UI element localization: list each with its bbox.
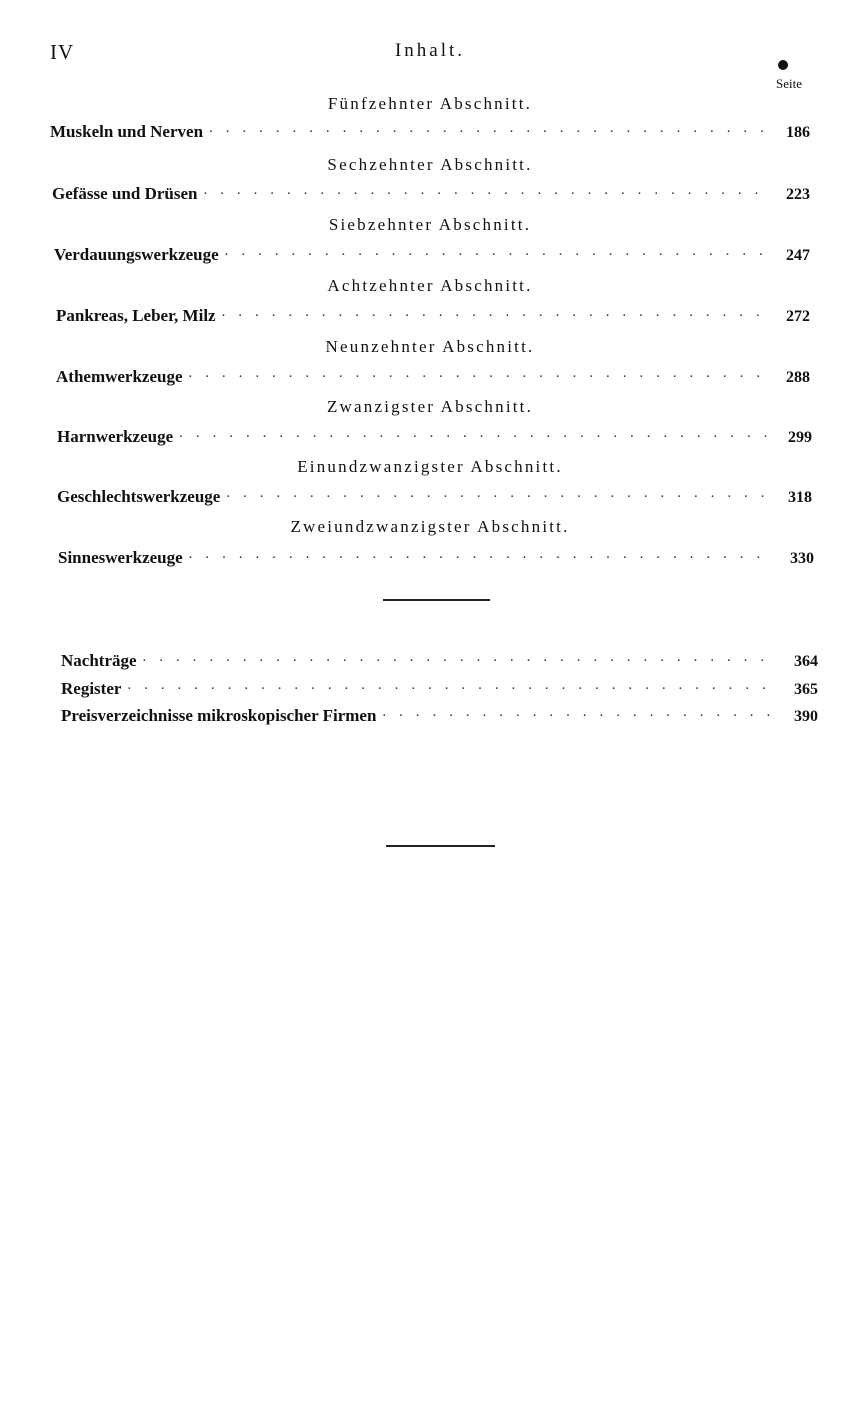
section-heading: Neunzehnter Abschnitt.: [325, 337, 535, 356]
toc-entry-label: Register: [61, 679, 122, 698]
divider-rule: [383, 599, 490, 601]
dot-leader: [222, 303, 766, 321]
toc-entry: [56, 364, 810, 387]
dot-leader: [127, 676, 774, 694]
toc-entry: [57, 484, 812, 507]
toc-entry-page: 318: [788, 489, 812, 506]
toc-entry-label: Harnwerkzeuge: [57, 427, 174, 446]
toc-entry-label: Nachträge: [61, 651, 137, 670]
toc-entry-page: 330: [790, 550, 814, 567]
toc-entry-label: Pankreas, Leber, Milz: [56, 306, 216, 325]
section-heading: Fünfzehnter Abschnitt.: [327, 94, 533, 113]
end-rule: [386, 845, 495, 847]
toc-entry-label: Athemwerkzeuge: [56, 367, 183, 386]
toc-entry-page: 272: [786, 308, 810, 325]
toc-entry-page: 223: [786, 186, 810, 203]
section-heading: Zweiundzwanzigster Abschnitt.: [290, 517, 570, 536]
toc-entry: [54, 242, 810, 265]
dot-leader: [179, 424, 768, 442]
section-heading: Achtzehnter Abschnitt.: [327, 276, 533, 295]
toc-entry-label: Sinneswerkzeuge: [58, 548, 183, 567]
page-column-label: Seite: [776, 76, 802, 91]
toc-entry: [61, 703, 818, 726]
section-heading: Zwanzigster Abschnitt.: [326, 397, 534, 416]
toc-entry-page: 247: [786, 247, 810, 264]
toc-entry-label: Geschlechtswerkzeuge: [57, 487, 221, 506]
dot-leader: [209, 119, 766, 137]
toc-entry-label: Verdauungswerkzeuge: [54, 245, 219, 264]
toc-entry-page: 299: [788, 429, 812, 446]
toc-entry-label: Muskeln und Nerven: [50, 122, 204, 141]
toc-entry: [56, 303, 810, 326]
toc-entry-page: 186: [786, 124, 810, 141]
toc-entry: [58, 545, 814, 568]
dot-leader: [143, 648, 774, 666]
toc-entry: [61, 676, 818, 699]
toc-entry-label: Gefässe und Drüsen: [52, 184, 198, 203]
toc-entry: [50, 119, 810, 142]
section-heading: Einundzwanzigster Abschnitt.: [297, 457, 563, 476]
toc-entry-page: 364: [794, 653, 818, 670]
section-heading: Sechzehnter Abschnitt.: [327, 155, 533, 174]
toc-entry-label: Preisverzeichnisse mikroskopischer Firmen: [61, 706, 377, 725]
dot-leader: [226, 484, 768, 502]
page-number: IV: [50, 40, 75, 64]
dot-leader: [189, 545, 770, 563]
ink-spot: [778, 60, 788, 70]
toc-entry-page: 288: [786, 369, 810, 386]
dot-leader: [189, 364, 766, 382]
dot-leader: [225, 242, 766, 260]
toc-entry: [61, 648, 818, 671]
page-title: Inhalt.: [394, 40, 466, 61]
toc-entry: [57, 424, 812, 447]
toc-entry-page: 365: [794, 681, 818, 698]
toc-entry: [52, 181, 810, 204]
toc-entry-page: 390: [794, 708, 818, 725]
section-heading: Siebzehnter Abschnitt.: [328, 215, 532, 234]
dot-leader: [382, 703, 774, 721]
dot-leader: [203, 181, 766, 199]
